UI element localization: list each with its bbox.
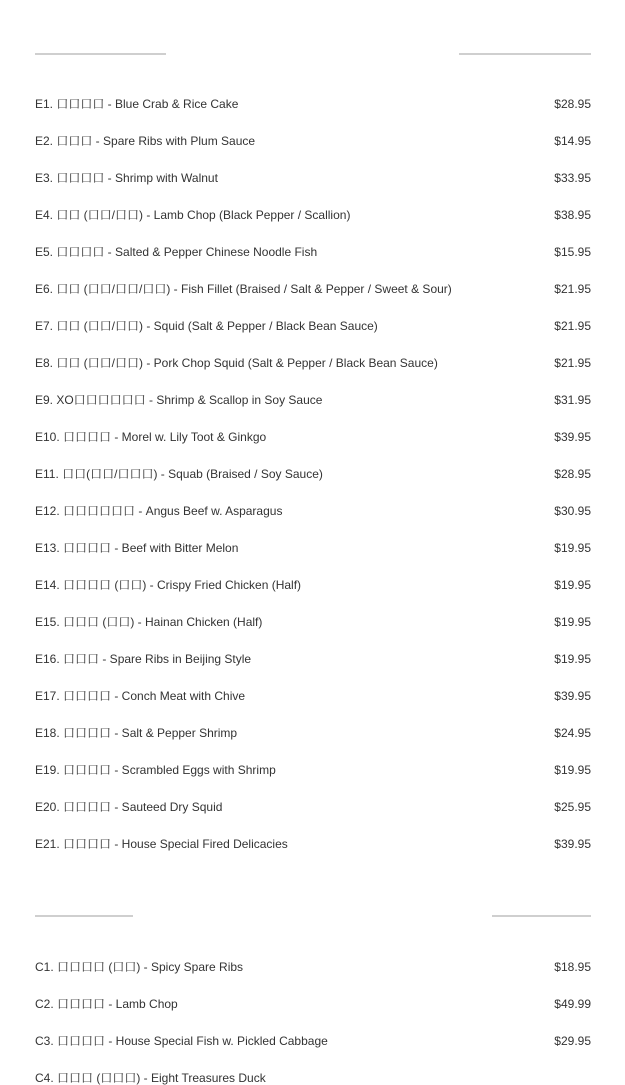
- item-price: $19.95: [554, 652, 591, 666]
- item-price: $19.95: [554, 763, 591, 777]
- menu-item: [35, 428, 591, 465]
- item-name: E7. 口口 (口口/口口) - Squid (Salt & Pepper / Black Bean Sauce): [35, 319, 378, 333]
- item-name: E8. 口口 (口口/口口) - Pork Chop Squid (Salt & Pepper / Black Bean Sauce): [35, 356, 438, 370]
- menu-item: [35, 206, 591, 243]
- item-name: E4. 口口 (口口/口口) - Lamb Chop (Black Pepper / Scallion): [35, 208, 351, 222]
- item-price: $28.95: [554, 467, 591, 481]
- menu-item: [35, 465, 591, 502]
- menu-item: [35, 687, 591, 724]
- item-price: $49.99: [554, 997, 591, 1011]
- menu-item: [35, 391, 591, 428]
- item-price: $28.95: [554, 97, 591, 111]
- item-name: E12. 口口口口口口 - Angus Beef w. Asparagus: [35, 504, 283, 518]
- item-price: $14.95: [554, 134, 591, 148]
- menu-item: [35, 1069, 591, 1085]
- menu-item: [35, 798, 591, 835]
- item-price: $21.95: [554, 319, 591, 333]
- item-name: E10. 口口口口 - Morel w. Lily Toot & Ginkgo: [35, 430, 267, 444]
- section-divider-left: [35, 915, 133, 917]
- item-name: E1. 口口口口 - Blue Crab & Rice Cake: [35, 97, 239, 111]
- item-name: E3. 口口口口 - Shrimp with Walnut: [35, 171, 218, 185]
- menu-item: [35, 995, 591, 1032]
- item-price: $24.95: [554, 726, 591, 740]
- item-name: E16. 口口口 - Spare Ribs in Beijing Style: [35, 652, 252, 666]
- menu-item: [35, 502, 591, 539]
- item-name: E2. 口口口 - Spare Ribs with Plum Sauce: [35, 134, 256, 148]
- item-name: E18. 口口口口 - Salt & Pepper Shrimp: [35, 726, 238, 740]
- item-price: $38.95: [554, 208, 591, 222]
- menu-item: [35, 835, 591, 871]
- item-name: E19. 口口口口 - Scrambled Eggs with Shrimp: [35, 763, 276, 777]
- menu-item: [35, 724, 591, 761]
- menu-item: [35, 354, 591, 391]
- item-price: $18.95: [554, 960, 591, 974]
- item-name: E6. 口口 (口口/口口/口口) - Fish Fillet (Braised / Salt & Pepper / Sweet & Sour): [35, 282, 452, 296]
- item-name: E11. 口口(口口/口口口) - Squab (Braised / Soy Sauce): [35, 467, 323, 481]
- menu-item: [35, 95, 591, 132]
- item-name: E14. 口口口口 (口口) - Crispy Fried Chicken (Half): [35, 578, 302, 592]
- section-divider-right: [492, 915, 591, 917]
- item-name: E9. XO口口口口口口 - Shrimp & Scallop in Soy Sauce: [35, 393, 323, 407]
- section-header-chef-specials: [35, 915, 591, 917]
- menu-item: [35, 243, 591, 280]
- item-name: E20. 口口口口 - Sauteed Dry Squid: [35, 800, 223, 814]
- item-name: C4. 口口口 (口口口) - Eight Treasures Duck: [35, 1071, 266, 1085]
- menu-item: [35, 761, 591, 798]
- menu-list-chef-specials: [35, 958, 591, 1085]
- item-name: E17. 口口口口 - Conch Meat with Chive: [35, 689, 246, 703]
- item-name: E13. 口口口口 - Beef with Bitter Melon: [35, 541, 239, 555]
- item-name: E21. 口口口口 - House Special Fired Delicacies: [35, 837, 288, 851]
- section-divider-left: [35, 53, 166, 55]
- item-price: $30.95: [554, 504, 591, 518]
- item-price: $33.95: [554, 171, 591, 185]
- menu-item: [35, 1032, 591, 1069]
- item-name: C3. 口口口口 - House Special Fish w. Pickled Cabbage: [35, 1034, 328, 1048]
- item-name: C2. 口口口口 - Lamb Chop: [35, 997, 178, 1011]
- item-price: $39.95: [554, 689, 591, 703]
- menu-item: [35, 317, 591, 354]
- menu-list-entrees: [35, 95, 591, 871]
- item-price: $19.95: [554, 541, 591, 555]
- section-divider-right: [459, 53, 591, 55]
- item-price: $19.95: [554, 615, 591, 629]
- menu-item: [35, 132, 591, 169]
- menu-item: [35, 539, 591, 576]
- menu-item: [35, 280, 591, 317]
- item-price: $29.95: [554, 1034, 591, 1048]
- item-price: $19.95: [554, 578, 591, 592]
- item-price: $39.95: [554, 837, 591, 851]
- section-header-entrees: [35, 53, 591, 55]
- item-price: $21.95: [554, 356, 591, 370]
- item-price: $31.95: [554, 393, 591, 407]
- item-name: E15. 口口口 (口口) - Hainan Chicken (Half): [35, 615, 263, 629]
- item-price: $39.95: [554, 430, 591, 444]
- item-price: $15.95: [554, 245, 591, 259]
- menu-item: [35, 576, 591, 613]
- menu-item: [35, 169, 591, 206]
- menu-item: [35, 958, 591, 995]
- item-name: E5. 口口口口 - Salted & Pepper Chinese Noodle Fish: [35, 245, 318, 259]
- item-price: $25.95: [554, 800, 591, 814]
- item-price: $21.95: [554, 282, 591, 296]
- menu-item: [35, 650, 591, 687]
- item-name: C1. 口口口口 (口口) - Spicy Spare Ribs: [35, 960, 244, 974]
- menu-item: [35, 613, 591, 650]
